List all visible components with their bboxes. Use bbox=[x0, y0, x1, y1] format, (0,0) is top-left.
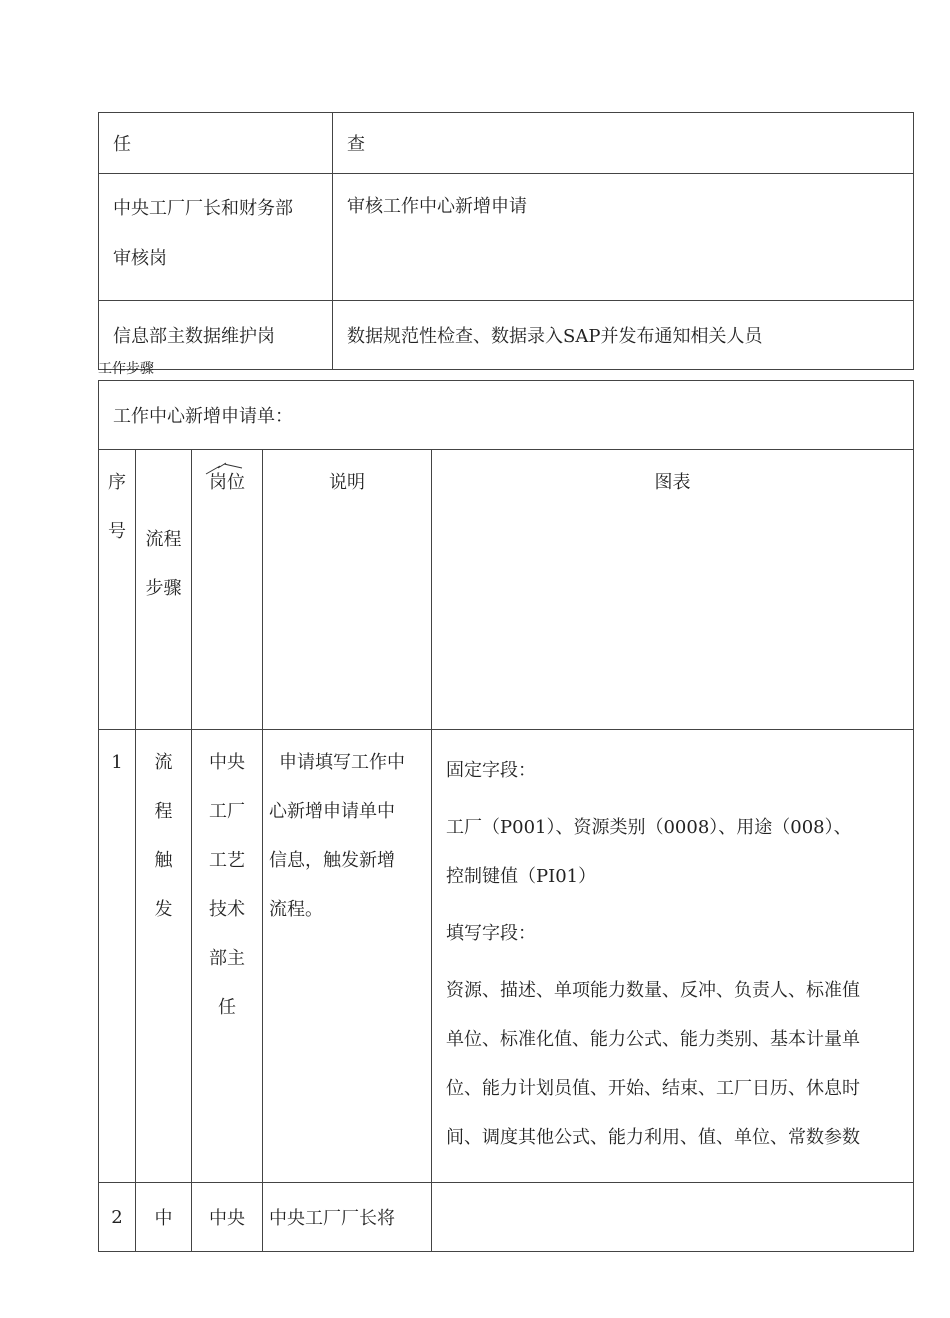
fixed-fields-label: 固定字段： bbox=[446, 760, 536, 781]
fill-fields-line: 位、能力计划员值、开始、结束、工厂日历、休息时 bbox=[446, 1078, 860, 1099]
duty-cell: 数据规范性检查、数据录入SAP并发布通知相关人员 bbox=[333, 301, 914, 370]
step-char: 触 bbox=[154, 850, 173, 871]
step-post: 中央 bbox=[192, 1183, 263, 1252]
post-line: 工艺 bbox=[209, 850, 245, 871]
header-seq bbox=[99, 450, 136, 730]
header-chart: 图表 bbox=[432, 450, 914, 730]
header-cell-duty: 查 bbox=[333, 113, 914, 174]
step-desc: 中央工厂厂长将 bbox=[263, 1183, 432, 1252]
desc-line: 流程。 bbox=[269, 899, 323, 920]
fill-fields-line: 资源、描述、单项能力数量、反冲、负责人、标准值 bbox=[446, 980, 860, 1001]
role-line: 中央工厂厂长和财务部 bbox=[113, 198, 293, 219]
step-name bbox=[136, 730, 192, 1183]
fixed-fields-line: 控制键值（PI01） bbox=[446, 866, 597, 887]
fill-fields-line: 单位、标准化值、能力公式、能力类别、基本计量单 bbox=[446, 1029, 860, 1050]
responsibility-row bbox=[99, 301, 914, 370]
responsibility-header-row bbox=[99, 113, 914, 174]
fill-fields-line: 间、调度其他公式、能力利用、值、单位、常数参数 bbox=[446, 1127, 860, 1148]
post-line: 工厂 bbox=[209, 801, 245, 822]
header-seq-char: 号 bbox=[108, 521, 126, 542]
step-desc bbox=[263, 730, 432, 1183]
step-char: 程 bbox=[154, 801, 173, 822]
header-cell-role: 任 bbox=[99, 113, 333, 174]
header-seq-char: 序 bbox=[108, 472, 126, 493]
table-row bbox=[99, 1183, 914, 1252]
post-line: 部主 bbox=[209, 948, 245, 969]
responsibility-row bbox=[99, 174, 914, 301]
scribble-mark bbox=[204, 462, 244, 476]
step-chart bbox=[432, 1183, 914, 1252]
step-chart bbox=[432, 730, 914, 1183]
section-caption: 工作步骤 bbox=[98, 361, 154, 377]
desc-line: 心新增申请单中 bbox=[269, 801, 395, 822]
header-step bbox=[136, 450, 192, 730]
role-line: 信息部主数据维护岗 bbox=[113, 326, 275, 347]
header-post-label: 岗位 bbox=[209, 472, 245, 493]
header-post bbox=[192, 450, 263, 730]
role-cell bbox=[99, 174, 333, 301]
post-line: 技术 bbox=[209, 899, 245, 920]
fixed-fields-line: 工厂（P001）、资源类别（0008）、用途（008）、 bbox=[446, 817, 852, 838]
header-step-line: 步骤 bbox=[145, 578, 182, 599]
step-seq: 1 bbox=[99, 730, 136, 1183]
desc-line: 信息，触发新增 bbox=[269, 850, 395, 871]
duty-cell: 审核工作中心新增申请 bbox=[333, 174, 914, 301]
fill-fields-label: 填写字段： bbox=[446, 923, 536, 944]
header-step-line: 流程 bbox=[145, 529, 182, 550]
step-char: 发 bbox=[154, 899, 173, 920]
post-line: 任 bbox=[218, 997, 236, 1018]
steps-table bbox=[98, 380, 914, 1252]
table-row bbox=[99, 730, 914, 1183]
steps-header-row bbox=[99, 450, 914, 730]
responsibility-table bbox=[98, 112, 914, 370]
step-char: 流 bbox=[154, 752, 173, 773]
desc-line: 申请填写工作中 bbox=[279, 752, 405, 773]
role-line: 审核岗 bbox=[113, 248, 167, 269]
step-name: 中 bbox=[136, 1183, 192, 1252]
step-seq: 2 bbox=[99, 1183, 136, 1252]
header-desc: 说明 bbox=[263, 450, 432, 730]
post-line: 中央 bbox=[209, 752, 245, 773]
steps-title: 工作中心新增申请单： bbox=[99, 381, 914, 450]
steps-title-row bbox=[99, 381, 914, 450]
step-post bbox=[192, 730, 263, 1183]
